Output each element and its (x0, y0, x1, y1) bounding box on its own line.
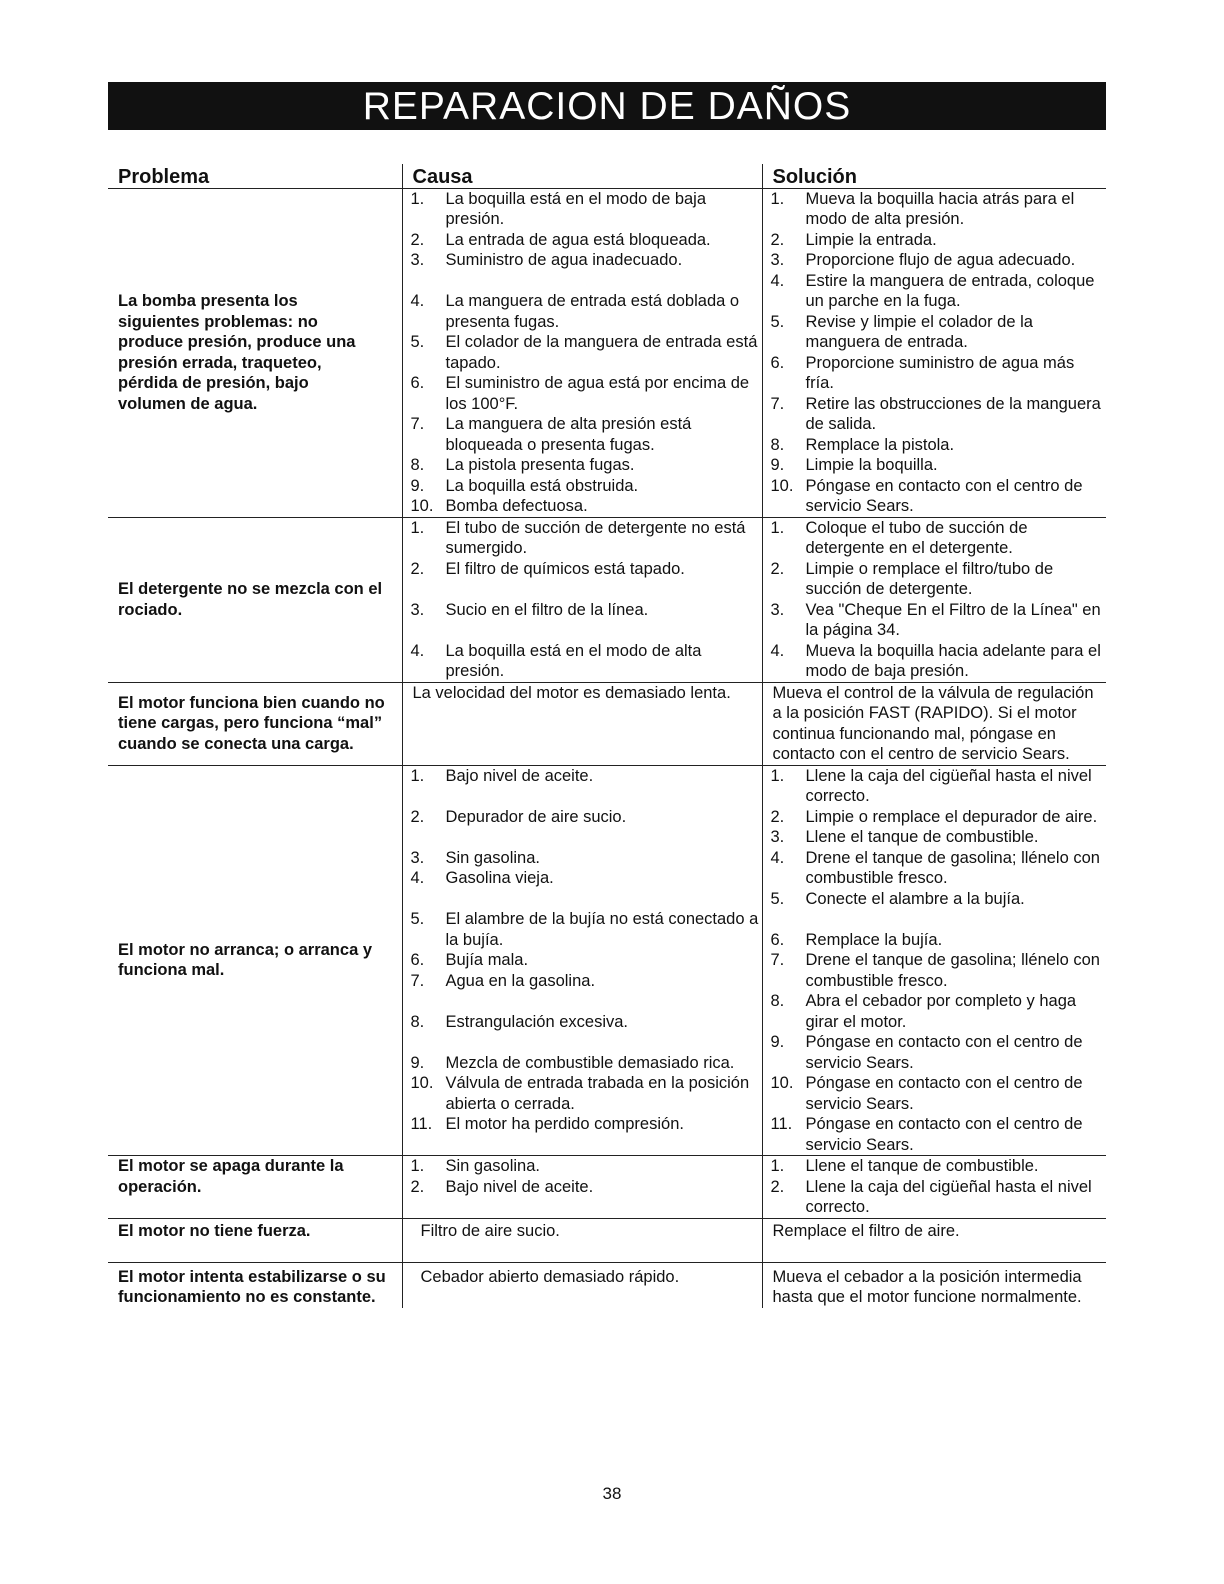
list-item: 1. Bajo nivel de aceite. (410, 766, 594, 785)
cause-cell (402, 1262, 762, 1308)
problem-cell: El motor no tiene fuerza. (108, 1218, 402, 1262)
list-item: 3. Sucio en el filtro de la línea. (410, 600, 649, 619)
problem-cell: El motor no arranca; o arranca y funciona mal. (108, 765, 402, 1156)
list-item: 1. El tubo de succión de detergente no está sumergido. (410, 518, 746, 557)
cause-cell (402, 1218, 762, 1262)
list-item: 3. Llene el tanque de combustible. (770, 828, 1039, 846)
list-item: 4. Drene el tanque de gasolina; llénelo con combustible fresco. (770, 848, 1100, 887)
table-row (108, 765, 1106, 1156)
header-row (108, 164, 1106, 188)
list-item: 2. Bajo nivel de aceite. (410, 1177, 594, 1196)
list-item: 4. La boquilla está en el modo de alta presión. (410, 641, 702, 680)
cause-text: Filtro de aire sucio. (420, 1221, 560, 1240)
list-item: 1. La boquilla está en el modo de baja presión. (410, 189, 707, 228)
list-item: 3. Proporcione flujo de agua adecuado. (770, 251, 1076, 269)
list-item: 1. Mueva la boquilla hacia atrás para el modo de alta presión. (770, 189, 1075, 228)
solution-list (771, 189, 1103, 517)
solution-cell (762, 188, 1106, 517)
solution-list (771, 766, 1103, 1156)
list-item: 5. Conecte el alambre a la bujía. (770, 889, 1025, 908)
solution-list (771, 518, 1103, 682)
list-item: 9. Limpie la boquilla. (770, 456, 938, 474)
list-item: 3. Sin gasolina. (410, 848, 540, 867)
cause-cell (402, 517, 762, 682)
table-row (108, 188, 1106, 517)
problem-cell: La bomba presenta los siguientes problemas: no produce presión, produce una presión errada, traqueteo, pérdida de presión, bajo volumen de agua. (108, 188, 402, 517)
list-item: 6. Bujía mala. (410, 951, 529, 969)
list-item: 6. El suministro de agua está por encima de los 100°F. (410, 374, 750, 413)
list-item: 2. La entrada de agua está bloqueada. (410, 230, 711, 249)
page-number: 38 (602, 1484, 622, 1503)
list-item: 5. El alambre de la bujía no está conectado a la bujía. (410, 910, 759, 949)
list-item: 2. Limpie o remplace el depurador de aire. (770, 807, 1098, 826)
problem-header: Problema (108, 164, 402, 188)
list-item: 10. Bomba defectuosa. (410, 497, 588, 515)
list-item: 2. Limpie o remplace el filtro/tubo de succión de detergente. (770, 559, 1054, 598)
list-item: 5. Revise y limpie el colador de la manguera de entrada. (770, 312, 1033, 351)
problem-cell: El detergente no se mezcla con el rociado. (108, 517, 402, 682)
list-item: 8. Estrangulación excesiva. (410, 1012, 629, 1031)
table-row (108, 682, 1106, 765)
solution-cell (762, 1218, 1106, 1262)
list-item: 10. Póngase en contacto con el centro de servicio Sears. (770, 1074, 1083, 1113)
list-item: 1. Sin gasolina. (410, 1157, 540, 1175)
solution-text: Mueva el control de la válvula de regulación a la posición FAST (RAPIDO). Si el motor continua funcionando mal, póngase en contacto con el centro de servicio Sears. (772, 683, 1094, 763)
list-item: 4. Estire la manguera de entrada, coloque un parche en la fuga. (770, 271, 1095, 310)
list-item: 11. El motor ha perdido compresión. (410, 1115, 684, 1133)
list-item: 10. Válvula de entrada trabada en la posición abierta o cerrada. (410, 1074, 750, 1113)
list-item: 8. Abra el cebador por completo y haga girar el motor. (770, 992, 1077, 1031)
list-item: 2. Depurador de aire sucio. (410, 807, 627, 826)
list-item: 9. Póngase en contacto con el centro de servicio Sears. (770, 1033, 1083, 1072)
table-row (108, 517, 1106, 682)
list-item: 3. Suministro de agua inadecuado. (410, 251, 683, 269)
list-item: 3. Vea "Cheque En el Filtro de la Línea" en la página 34. (770, 600, 1101, 639)
list-item: 7. La manguera de alta presión está bloqueada o presenta fugas. (410, 415, 692, 454)
list-item: 5. El colador de la manguera de entrada está tapado. (410, 333, 758, 372)
list-item: 4. La manguera de entrada está doblada o presenta fugas. (410, 292, 740, 331)
solution-text: Mueva el cebador a la posición intermedia hasta que el motor funcione normalmente. (772, 1267, 1082, 1306)
list-item: 1. Llene la caja del cigüeñal hasta el nivel correcto. (770, 766, 1092, 805)
cause-list (411, 518, 762, 682)
cause-text: La velocidad del motor es demasiado lenta. (412, 683, 731, 702)
cause-list (411, 1156, 762, 1197)
list-item: 6. Proporcione suministro de agua más fría. (770, 353, 1075, 392)
list-item: 9. Mezcla de combustible demasiado rica. (410, 1053, 735, 1072)
list-item: 2. Llene la caja del cigüeñal hasta el nivel correcto. (770, 1177, 1092, 1216)
cause-cell (402, 765, 762, 1156)
list-item: 11. Póngase en contacto con el centro de servicio Sears. (770, 1115, 1083, 1154)
cause-header: Causa (402, 164, 762, 188)
table-row (108, 1218, 1106, 1262)
cause-cell (402, 188, 762, 517)
solution-header: Solución (762, 164, 1106, 188)
page-title: REPARACION DE DAÑOS (108, 82, 1106, 130)
solution-cell (762, 517, 1106, 682)
problem-cell: El motor funciona bien cuando no tiene cargas, pero funciona “mal” cuando se conecta una carga. (108, 682, 402, 765)
list-item: 8. Remplace la pistola. (770, 435, 955, 454)
list-item: 7. Drene el tanque de gasolina; llénelo con combustible fresco. (770, 951, 1100, 990)
list-item: 9. La boquilla está obstruida. (410, 476, 639, 495)
cause-cell (402, 1156, 762, 1219)
list-item: 7. Agua en la gasolina. (410, 971, 596, 990)
list-item: 4. Mueva la boquilla hacia adelante para el modo de baja presión. (770, 641, 1101, 680)
cause-text: Cebador abierto demasiado rápido. (420, 1267, 680, 1286)
list-item: 2. El filtro de químicos está tapado. (410, 559, 685, 578)
solution-cell (762, 1262, 1106, 1308)
solution-cell (762, 1156, 1106, 1219)
table-row (108, 1262, 1106, 1308)
list-item: 6. Remplace la bujía. (770, 930, 943, 949)
list-item: 2. Limpie la entrada. (770, 230, 937, 249)
list-item: 10. Póngase en contacto con el centro de servicio Sears. (770, 476, 1083, 515)
list-item: 1. Llene el tanque de combustible. (770, 1157, 1039, 1175)
list-item: 4. Gasolina vieja. (410, 869, 554, 887)
solution-cell (762, 682, 1106, 765)
cause-cell (402, 682, 762, 765)
cause-list (411, 189, 762, 517)
solution-cell (762, 765, 1106, 1156)
list-item: 7. Retire las obstrucciones de la manguera de salida. (770, 394, 1101, 433)
solution-text: Remplace el filtro de aire. (772, 1221, 960, 1240)
troubleshooting-table (108, 164, 1106, 1308)
solution-list (771, 1156, 1103, 1218)
table-row (108, 1156, 1106, 1219)
list-item: 8. La pistola presenta fugas. (410, 456, 635, 474)
cause-list (411, 766, 762, 1135)
problem-cell: El motor intenta estabilizarse o su funcionamiento no es constante. (118, 1267, 386, 1306)
problem-cell: El motor se apaga durante la operación. (108, 1156, 402, 1219)
list-item: 1. Coloque el tubo de succión de detergente en el detergente. (770, 518, 1028, 557)
